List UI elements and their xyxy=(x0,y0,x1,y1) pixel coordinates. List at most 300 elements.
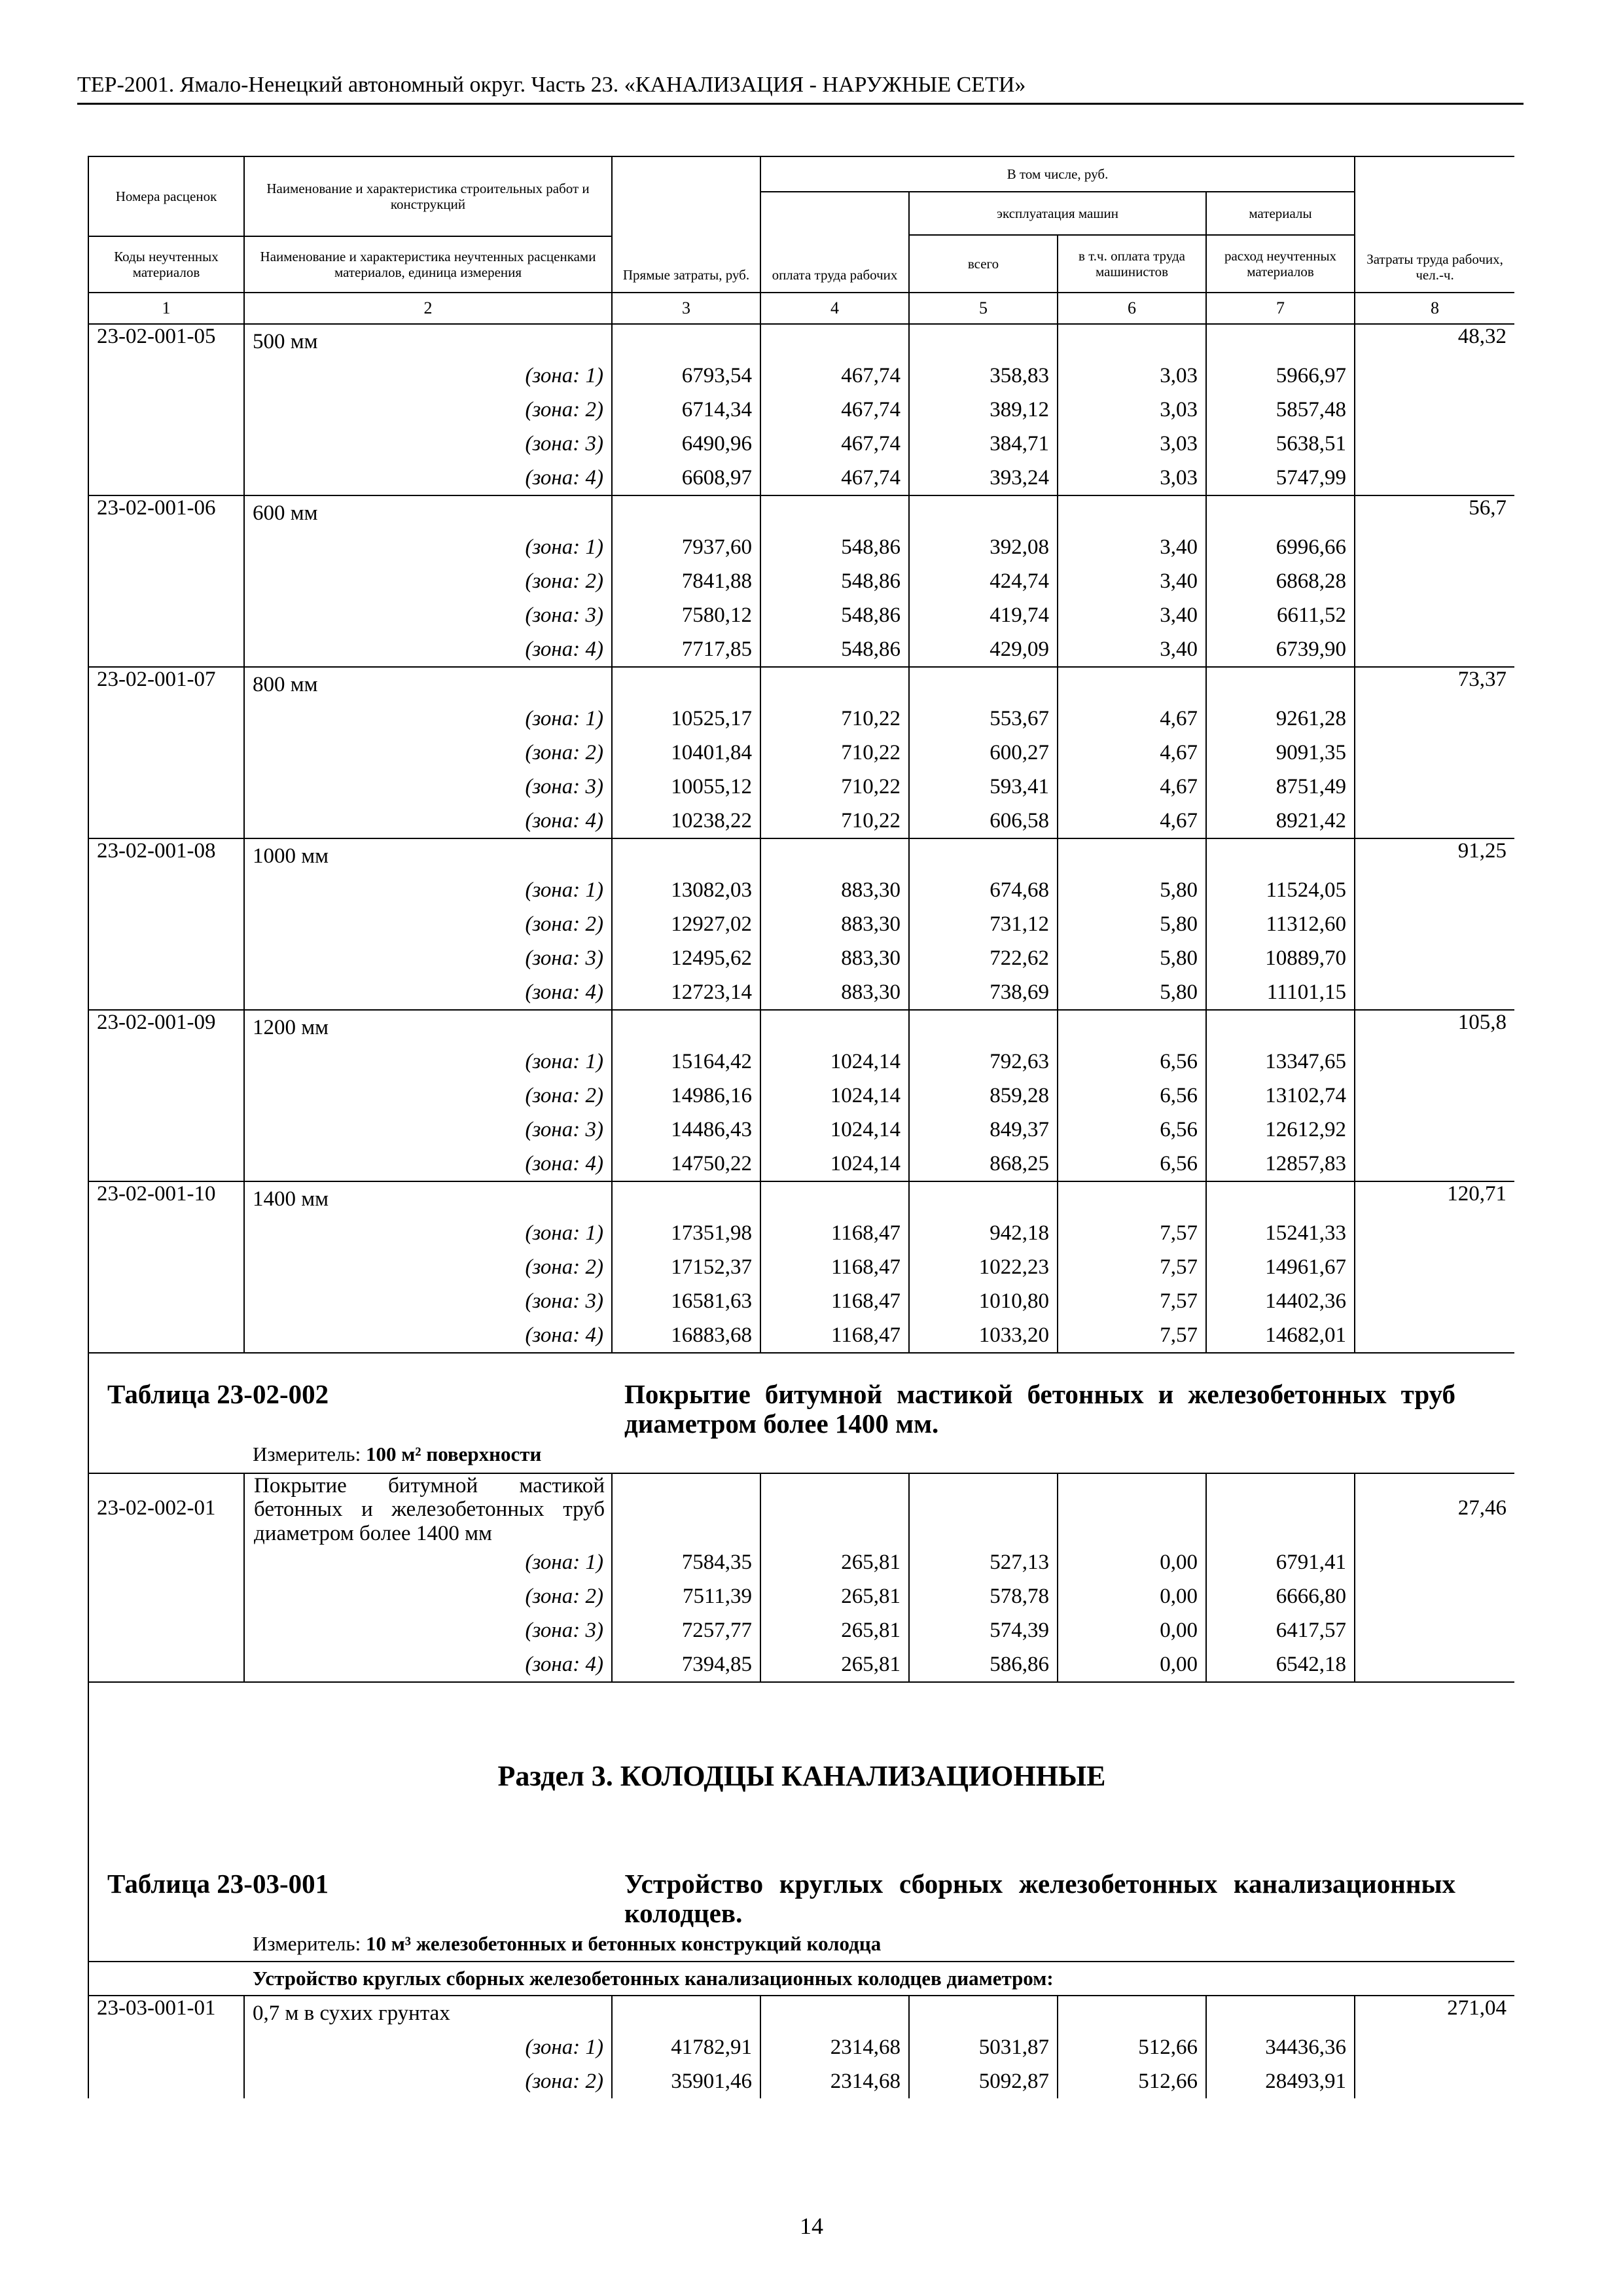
zone-row xyxy=(88,2064,1514,2098)
value-cell: 5031,87 xyxy=(909,2030,1058,2064)
value-cell: 12723,14 xyxy=(612,975,760,1010)
value-cell: 419,74 xyxy=(909,598,1058,632)
table-body-wells xyxy=(88,1996,1514,2098)
zone-label: (зона: 2) xyxy=(244,1079,612,1113)
empty-cell xyxy=(760,1473,909,1545)
zone-row xyxy=(88,1647,1514,1682)
rate-name: 1200 мм xyxy=(244,1010,612,1045)
meter-prefix: Измеритель: xyxy=(253,1932,361,1956)
value-cell: 13347,65 xyxy=(1206,1045,1355,1079)
value-cell: 358,83 xyxy=(909,359,1058,393)
value-cell: 467,74 xyxy=(760,359,909,393)
value-cell: 710,22 xyxy=(760,736,909,770)
col-header-8: Затраты труда рабочих, чел.-ч. xyxy=(1355,156,1514,293)
zone-row xyxy=(88,1045,1514,1079)
rate-row xyxy=(88,1010,1514,1045)
value-cell: 13102,74 xyxy=(1206,1079,1355,1113)
col-number: 5 xyxy=(909,293,1058,324)
value-cell: 1168,47 xyxy=(760,1318,909,1353)
value-cell: 5966,97 xyxy=(1206,359,1355,393)
zone-label: (зона: 2) xyxy=(244,1579,612,1613)
rate-code: 23-02-001-07 xyxy=(88,667,244,838)
col-number: 1 xyxy=(88,293,244,324)
value-cell: 548,86 xyxy=(760,632,909,667)
value-cell: 883,30 xyxy=(760,975,909,1010)
empty-cell xyxy=(760,838,909,873)
rate-row xyxy=(88,838,1514,873)
empty-cell xyxy=(909,1473,1058,1545)
zone-row xyxy=(88,1113,1514,1147)
value-cell: 4,67 xyxy=(1058,804,1206,838)
value-cell: 8921,42 xyxy=(1206,804,1355,838)
zone-label: (зона: 4) xyxy=(244,632,612,667)
value-cell: 1168,47 xyxy=(760,1284,909,1318)
zone-label: (зона: 1) xyxy=(244,1216,612,1250)
page-header: ТЕР-2001. Ямало-Ненецкий автономный округ. Часть 23. «КАНАЛИЗАЦИЯ - НАРУЖНЫЕ СЕТИ» xyxy=(77,72,1524,105)
value-cell: 12612,92 xyxy=(1206,1113,1355,1147)
empty-cell xyxy=(909,324,1058,359)
zone-label: (зона: 2) xyxy=(244,564,612,598)
zone-label: (зона: 1) xyxy=(244,530,612,564)
col-header-4: оплата труда рабочих xyxy=(760,192,909,293)
value-cell: 4,67 xyxy=(1058,702,1206,736)
value-cell: 1033,20 xyxy=(909,1318,1058,1353)
col-number: 6 xyxy=(1058,293,1206,324)
value-cell: 9091,35 xyxy=(1206,736,1355,770)
value-cell: 3,03 xyxy=(1058,359,1206,393)
value-cell: 10889,70 xyxy=(1206,941,1355,975)
table-3-meter xyxy=(89,1932,1514,1956)
value-cell: 849,37 xyxy=(909,1113,1058,1147)
value-cell: 5,80 xyxy=(1058,941,1206,975)
value-cell: 10055,12 xyxy=(612,770,760,804)
value-cell: 6739,90 xyxy=(1206,632,1355,667)
value-cell: 548,86 xyxy=(760,530,909,564)
empty-cell xyxy=(612,324,760,359)
empty-cell xyxy=(909,1181,1058,1216)
empty-cell xyxy=(760,1181,909,1216)
value-cell: 6611,52 xyxy=(1206,598,1355,632)
labor-cost: 56,7 xyxy=(1355,495,1514,667)
empty-cell xyxy=(909,1996,1058,2030)
empty-cell xyxy=(760,495,909,530)
col-header-machines: эксплуатация машин xyxy=(909,192,1206,235)
zone-row xyxy=(88,530,1514,564)
value-cell: 548,86 xyxy=(760,564,909,598)
empty-cell xyxy=(612,1473,760,1545)
value-cell: 7841,88 xyxy=(612,564,760,598)
zone-label: (зона: 3) xyxy=(244,770,612,804)
table-2-label: Таблица 23-02-002 xyxy=(107,1379,329,1409)
value-cell: 512,66 xyxy=(1058,2030,1206,2064)
value-cell: 6542,18 xyxy=(1206,1647,1355,1682)
value-cell: 674,68 xyxy=(909,873,1058,907)
rate-name: Покрытие битумной мастикой бетонных и железобетонных труб диаметром более 1400 мм xyxy=(244,1473,612,1545)
value-cell: 16581,63 xyxy=(612,1284,760,1318)
zone-label: (зона: 3) xyxy=(244,1613,612,1647)
value-cell: 3,40 xyxy=(1058,564,1206,598)
value-cell: 265,81 xyxy=(760,1613,909,1647)
zone-row xyxy=(88,1613,1514,1647)
rate-code: 23-02-001-10 xyxy=(88,1181,244,1353)
page-number: 14 xyxy=(800,2213,823,2239)
value-cell: 6793,54 xyxy=(612,359,760,393)
empty-cell xyxy=(1058,324,1206,359)
col-number: 3 xyxy=(612,293,760,324)
col-header-materials: материалы xyxy=(1206,192,1355,235)
zone-row xyxy=(88,1579,1514,1613)
zone-row xyxy=(88,941,1514,975)
meter-value: 100 м² поверхности xyxy=(365,1443,542,1466)
zone-label: (зона: 1) xyxy=(244,2030,612,2064)
zone-label: (зона: 1) xyxy=(244,702,612,736)
zone-row xyxy=(88,461,1514,495)
labor-cost: 73,37 xyxy=(1355,667,1514,838)
value-cell: 6996,66 xyxy=(1206,530,1355,564)
zone-label: (зона: 3) xyxy=(244,427,612,461)
rate-row xyxy=(88,1181,1514,1216)
value-cell: 265,81 xyxy=(760,1545,909,1579)
table-body-pipes xyxy=(88,324,1514,1353)
rate-row xyxy=(88,667,1514,702)
value-cell: 5092,87 xyxy=(909,2064,1058,2098)
value-cell: 7,57 xyxy=(1058,1250,1206,1284)
value-cell: 578,78 xyxy=(909,1579,1058,1613)
table-2-title xyxy=(88,1353,1514,1473)
zone-row xyxy=(88,393,1514,427)
value-cell: 6417,57 xyxy=(1206,1613,1355,1647)
value-cell: 7937,60 xyxy=(612,530,760,564)
zone-label: (зона: 1) xyxy=(244,1045,612,1079)
rate-code: 23-02-001-08 xyxy=(88,838,244,1010)
empty-cell xyxy=(612,1181,760,1216)
value-cell: 4,67 xyxy=(1058,736,1206,770)
value-cell: 34436,36 xyxy=(1206,2030,1355,2064)
value-cell: 710,22 xyxy=(760,770,909,804)
zone-label: (зона: 4) xyxy=(244,1647,612,1682)
value-cell: 14682,01 xyxy=(1206,1318,1355,1353)
zone-row xyxy=(88,1250,1514,1284)
empty-cell xyxy=(909,667,1058,702)
zone-label: (зона: 4) xyxy=(244,1147,612,1181)
empty-cell xyxy=(1058,1010,1206,1045)
value-cell: 7511,39 xyxy=(612,1579,760,1613)
value-cell: 6714,34 xyxy=(612,393,760,427)
value-cell: 6,56 xyxy=(1058,1045,1206,1079)
value-cell: 574,39 xyxy=(909,1613,1058,1647)
value-cell: 0,00 xyxy=(1058,1545,1206,1579)
value-cell: 3,40 xyxy=(1058,598,1206,632)
empty-cell xyxy=(909,838,1058,873)
value-cell: 1168,47 xyxy=(760,1250,909,1284)
col-header-incl: В том числе, руб. xyxy=(760,156,1355,192)
rate-name: 1000 мм xyxy=(244,838,612,873)
value-cell: 467,74 xyxy=(760,427,909,461)
meter-prefix: Измеритель: xyxy=(253,1443,361,1466)
value-cell: 12857,83 xyxy=(1206,1147,1355,1181)
col-number: 8 xyxy=(1355,293,1514,324)
col-header-1-bottom: Коды неучтенных материалов xyxy=(88,236,244,293)
empty-cell xyxy=(1206,1473,1355,1545)
value-cell: 1022,23 xyxy=(909,1250,1058,1284)
value-cell: 2314,68 xyxy=(760,2064,909,2098)
zone-label: (зона: 4) xyxy=(244,975,612,1010)
zone-row xyxy=(88,907,1514,941)
value-cell: 5,80 xyxy=(1058,873,1206,907)
value-cell: 10238,22 xyxy=(612,804,760,838)
zone-row xyxy=(88,632,1514,667)
empty-cell xyxy=(760,667,909,702)
rate-code: 23-02-001-05 xyxy=(88,324,244,495)
value-cell: 384,71 xyxy=(909,427,1058,461)
value-cell: 883,30 xyxy=(760,907,909,941)
labor-cost: 27,46 xyxy=(1355,1473,1514,1682)
value-cell: 389,12 xyxy=(909,393,1058,427)
value-cell: 859,28 xyxy=(909,1079,1058,1113)
value-cell: 3,40 xyxy=(1058,632,1206,667)
value-cell: 14486,43 xyxy=(612,1113,760,1147)
zone-row xyxy=(88,736,1514,770)
value-cell: 3,03 xyxy=(1058,393,1206,427)
value-cell: 467,74 xyxy=(760,393,909,427)
zone-row xyxy=(88,359,1514,393)
zone-label: (зона: 1) xyxy=(244,873,612,907)
value-cell: 6,56 xyxy=(1058,1079,1206,1113)
zone-label: (зона: 2) xyxy=(244,2064,612,2098)
value-cell: 792,63 xyxy=(909,1045,1058,1079)
zone-label: (зона: 4) xyxy=(244,804,612,838)
zone-row xyxy=(88,1079,1514,1113)
value-cell: 586,86 xyxy=(909,1647,1058,1682)
value-cell: 527,13 xyxy=(909,1545,1058,1579)
zone-row xyxy=(88,1545,1514,1579)
value-cell: 6490,96 xyxy=(612,427,760,461)
zone-row xyxy=(88,1147,1514,1181)
empty-cell xyxy=(760,324,909,359)
zone-row xyxy=(88,770,1514,804)
value-cell: 593,41 xyxy=(909,770,1058,804)
empty-cell xyxy=(1058,1181,1206,1216)
zone-label: (зона: 1) xyxy=(244,359,612,393)
labor-cost: 48,32 xyxy=(1355,324,1514,495)
value-cell: 0,00 xyxy=(1058,1579,1206,1613)
value-cell: 41782,91 xyxy=(612,2030,760,2064)
empty-cell xyxy=(760,1010,909,1045)
col-header-1-top: Номера расценок xyxy=(88,156,244,236)
value-cell: 942,18 xyxy=(909,1216,1058,1250)
table-2-meter xyxy=(89,1443,1514,1466)
value-cell: 9261,28 xyxy=(1206,702,1355,736)
rate-code: 23-03-001-01 xyxy=(88,1996,244,2098)
empty-cell xyxy=(909,495,1058,530)
rate-code: 23-02-001-09 xyxy=(88,1010,244,1181)
zone-row xyxy=(88,702,1514,736)
empty-cell xyxy=(1206,324,1355,359)
value-cell: 710,22 xyxy=(760,804,909,838)
zone-label: (зона: 1) xyxy=(244,1545,612,1579)
value-cell: 16883,68 xyxy=(612,1318,760,1353)
labor-cost: 271,04 xyxy=(1355,1996,1514,2098)
empty-cell xyxy=(1058,667,1206,702)
value-cell: 17351,98 xyxy=(612,1216,760,1250)
empty-cell xyxy=(909,1010,1058,1045)
value-cell: 868,25 xyxy=(909,1147,1058,1181)
table-header xyxy=(88,156,1514,324)
empty-cell xyxy=(1058,838,1206,873)
value-cell: 429,09 xyxy=(909,632,1058,667)
value-cell: 883,30 xyxy=(760,873,909,907)
value-cell: 0,00 xyxy=(1058,1613,1206,1647)
col-header-5: всего xyxy=(909,235,1058,293)
empty-cell xyxy=(1058,495,1206,530)
zone-label: (зона: 3) xyxy=(244,1113,612,1147)
rate-name: 600 мм xyxy=(244,495,612,530)
rate-row xyxy=(88,1473,1514,1545)
empty-cell xyxy=(1206,1996,1355,2030)
table-3-heading: Устройство круглых сборных железобетонных канализационных колодцев. xyxy=(624,1869,1456,1929)
zone-row xyxy=(88,1216,1514,1250)
value-cell: 7580,12 xyxy=(612,598,760,632)
value-cell: 7,57 xyxy=(1058,1318,1206,1353)
value-cell: 2314,68 xyxy=(760,2030,909,2064)
value-cell: 5747,99 xyxy=(1206,461,1355,495)
value-cell: 7717,85 xyxy=(612,632,760,667)
table-2-heading: Покрытие битумной мастикой бетонных и железобетонных труб диаметром более 1400 мм. xyxy=(624,1379,1456,1439)
value-cell: 5,80 xyxy=(1058,975,1206,1010)
empty-cell xyxy=(612,495,760,530)
value-cell: 512,66 xyxy=(1058,2064,1206,2098)
zone-label: (зона: 2) xyxy=(244,736,612,770)
labor-cost: 91,25 xyxy=(1355,838,1514,1010)
zone-label: (зона: 2) xyxy=(244,907,612,941)
value-cell: 13082,03 xyxy=(612,873,760,907)
zone-row xyxy=(88,975,1514,1010)
value-cell: 15164,42 xyxy=(612,1045,760,1079)
value-cell: 392,08 xyxy=(909,530,1058,564)
value-cell: 467,74 xyxy=(760,461,909,495)
empty-cell xyxy=(1058,1473,1206,1545)
rate-row xyxy=(88,495,1514,530)
value-cell: 738,69 xyxy=(909,975,1058,1010)
zone-label: (зона: 2) xyxy=(244,393,612,427)
rate-row xyxy=(88,324,1514,359)
value-cell: 710,22 xyxy=(760,702,909,736)
value-cell: 600,27 xyxy=(909,736,1058,770)
rate-code: 23-02-001-06 xyxy=(88,495,244,667)
zone-row xyxy=(88,804,1514,838)
rates-table-frame xyxy=(88,156,1514,2145)
value-cell: 10401,84 xyxy=(612,736,760,770)
meter-value: 10 м³ железобетонных и бетонных конструкций колодца xyxy=(365,1932,882,1956)
value-cell: 265,81 xyxy=(760,1647,909,1682)
value-cell: 424,74 xyxy=(909,564,1058,598)
col-number: 2 xyxy=(244,293,612,324)
value-cell: 8751,49 xyxy=(1206,770,1355,804)
empty-cell xyxy=(760,1996,909,2030)
value-cell: 731,12 xyxy=(909,907,1058,941)
value-cell: 5638,51 xyxy=(1206,427,1355,461)
rate-name: 1400 мм xyxy=(244,1181,612,1216)
value-cell: 606,58 xyxy=(909,804,1058,838)
value-cell: 14402,36 xyxy=(1206,1284,1355,1318)
rate-code: 23-02-002-01 xyxy=(88,1473,244,1682)
value-cell: 6868,28 xyxy=(1206,564,1355,598)
section-3-title xyxy=(88,1682,1514,1996)
zone-row xyxy=(88,1318,1514,1353)
value-cell: 7584,35 xyxy=(612,1545,760,1579)
zone-row xyxy=(88,598,1514,632)
value-cell: 1010,80 xyxy=(909,1284,1058,1318)
zone-label: (зона: 4) xyxy=(244,461,612,495)
value-cell: 4,67 xyxy=(1058,770,1206,804)
empty-cell xyxy=(612,667,760,702)
value-cell: 17152,37 xyxy=(612,1250,760,1284)
rate-name: 0,7 м в сухих грунтах xyxy=(244,1996,612,2030)
value-cell: 35901,46 xyxy=(612,2064,760,2098)
value-cell: 1024,14 xyxy=(760,1079,909,1113)
value-cell: 1168,47 xyxy=(760,1216,909,1250)
value-cell: 0,00 xyxy=(1058,1647,1206,1682)
empty-cell xyxy=(1206,838,1355,873)
column-numbers-row xyxy=(88,293,1514,324)
value-cell: 722,62 xyxy=(909,941,1058,975)
rate-name: 500 мм xyxy=(244,324,612,359)
zone-row xyxy=(88,873,1514,907)
col-number: 7 xyxy=(1206,293,1355,324)
value-cell: 553,67 xyxy=(909,702,1058,736)
empty-cell xyxy=(1206,1181,1355,1216)
zone-label: (зона: 3) xyxy=(244,941,612,975)
value-cell: 11312,60 xyxy=(1206,907,1355,941)
value-cell: 7394,85 xyxy=(612,1647,760,1682)
value-cell: 3,03 xyxy=(1058,427,1206,461)
value-cell: 6,56 xyxy=(1058,1147,1206,1181)
value-cell: 5,80 xyxy=(1058,907,1206,941)
labor-cost: 120,71 xyxy=(1355,1181,1514,1353)
rates-table xyxy=(88,156,1514,2098)
labor-cost: 105,8 xyxy=(1355,1010,1514,1181)
zone-row xyxy=(88,1284,1514,1318)
col-header-3: Прямые затраты, руб. xyxy=(612,156,760,293)
empty-cell xyxy=(1058,1996,1206,2030)
col-header-6: в т.ч. оплата труда машинистов xyxy=(1058,235,1206,293)
value-cell: 11524,05 xyxy=(1206,873,1355,907)
zone-row xyxy=(88,564,1514,598)
zone-row xyxy=(88,427,1514,461)
zone-label: (зона: 3) xyxy=(244,1284,612,1318)
table-body-coating xyxy=(88,1473,1514,1682)
value-cell: 6608,97 xyxy=(612,461,760,495)
value-cell: 6791,41 xyxy=(1206,1545,1355,1579)
value-cell: 7,57 xyxy=(1058,1216,1206,1250)
value-cell: 7,57 xyxy=(1058,1284,1206,1318)
value-cell: 14750,22 xyxy=(612,1147,760,1181)
value-cell: 7257,77 xyxy=(612,1613,760,1647)
empty-cell xyxy=(612,838,760,873)
empty-cell xyxy=(1206,667,1355,702)
value-cell: 1024,14 xyxy=(760,1113,909,1147)
value-cell: 548,86 xyxy=(760,598,909,632)
value-cell: 10525,17 xyxy=(612,702,760,736)
value-cell: 14961,67 xyxy=(1206,1250,1355,1284)
table-3-subheading: Устройство круглых сборных железобетонных канализационных колодцев диаметром: xyxy=(88,1962,1514,1996)
value-cell: 12927,02 xyxy=(612,907,760,941)
empty-cell xyxy=(1206,495,1355,530)
empty-cell xyxy=(612,1996,760,2030)
value-cell: 11101,15 xyxy=(1206,975,1355,1010)
zone-row xyxy=(88,2030,1514,2064)
table-3-label: Таблица 23-03-001 xyxy=(107,1869,329,1899)
